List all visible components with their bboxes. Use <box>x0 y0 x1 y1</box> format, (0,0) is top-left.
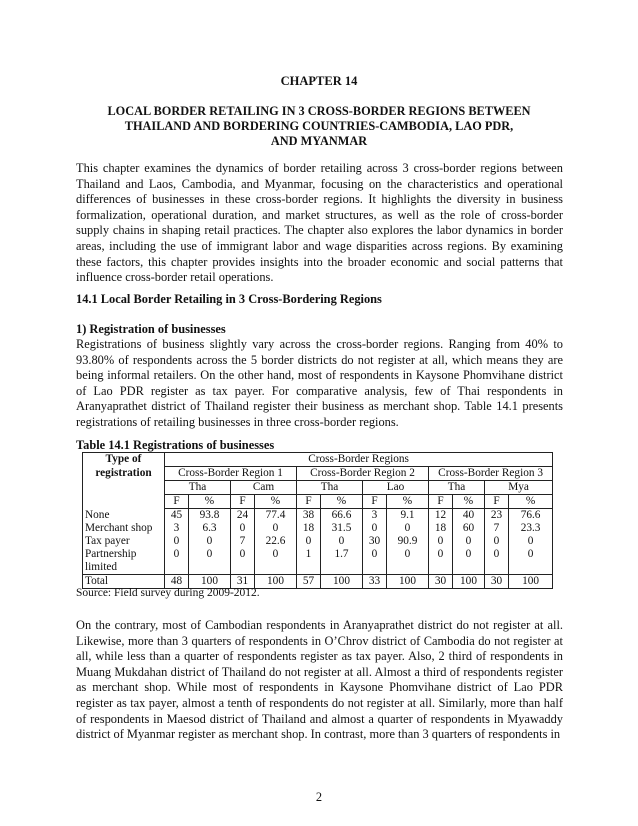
table-cell: 23 <box>485 509 509 523</box>
table-cell: 0 <box>165 535 189 548</box>
registration-paragraph: Registrations of business slightly vary across the cross-border regions. Ranging from 40% to 93.80% of respondents across the 5 border districts do not register at all, which means they are being informal retailers. On the other hand, most of respondents in Kaysone Phomvihane district of Lao PDR register as tax payer. For comparative analysis, few of Thai respondents in Aranyaprathet district of Thailand register their business as merchant shop. Table 14.1 presents registrations of retailing businesses in three cross-border regions. <box>76 337 563 429</box>
table-cell: 24 <box>231 509 255 523</box>
table-row <box>83 509 553 523</box>
table-cell: 77.4 <box>255 509 297 523</box>
table-cell: 0 <box>321 535 363 548</box>
table-cell: 12 <box>429 509 453 523</box>
intro-paragraph: This chapter examines the dynamics of border retailing across 3 cross-border regions between Thailand and Laos, Cambodia, and Myanmar, focusing on the characteristics and operational differences of businesses in these cross-border regions. It highlights the diversity in business formalization, operational duration, and market structures, as well as the role of cross-border supply chains in shaping retail practices. The chapter also explores the labor dynamics in border areas, including the use of immigrant labor and wage disparities across regions. By examining these factors, this chapter provides insights into the broader economic and social patterns that influence cross-border retail operations. <box>76 161 563 285</box>
subcolumn-header: % <box>509 495 553 509</box>
table-cell: 0 <box>297 535 321 548</box>
table-cell: 100 <box>321 575 363 589</box>
table-cell: 48 <box>165 575 189 589</box>
table-row <box>83 522 553 535</box>
table-cell: 0 <box>363 548 387 575</box>
page-number: 2 <box>315 790 323 804</box>
table-cell: 93.8 <box>189 509 231 523</box>
table-cell: 18 <box>297 522 321 535</box>
table-cell: 38 <box>297 509 321 523</box>
subcolumn-header: % <box>387 495 429 509</box>
chapter-heading: CHAPTER 14 <box>280 74 358 88</box>
table-cell: 60 <box>453 522 485 535</box>
table-cell: 3 <box>363 509 387 523</box>
subcolumn-header: % <box>321 495 363 509</box>
table-caption: Table 14.1 Registrations of businesses <box>76 438 275 452</box>
table-cell: 0 <box>189 548 231 575</box>
table-cell: 0 <box>509 548 553 575</box>
subcolumn-header: F <box>165 495 189 509</box>
table-cell: 22.6 <box>255 535 297 548</box>
table-cell: 30 <box>485 575 509 589</box>
table-cell: 0 <box>429 535 453 548</box>
table-cell: 66.6 <box>321 509 363 523</box>
subcolumn-header: F <box>297 495 321 509</box>
chapter-title-line: AND MYANMAR <box>270 134 368 148</box>
subcolumn-header: F <box>485 495 509 509</box>
region-header: Cross-Border Region 2 <box>297 467 429 481</box>
contrary-paragraph: On the contrary, most of Cambodian respondents in Aranyaprathet district do not register at all. Likewise, more than 3 quarters of respondents in O’Chrov district of Cambodia do not register at all, while less than a quarter of respondents register as tax payer. Also, 2 third of respondents in Muang Mukdahan district of Thailand do not register at all. Almost a third of respondents register as merchant shop. While most of respondents in Kaysone Phomvihane district of Lao PDR register as tax payer, almost a tenth of respondents do not register at all. Similarly, more than half of respondents in Maesod district of Thailand and almost a quarter of respondents in Myawaddy district of Myanmar register as merchant shop. In contrast, more than 3 quarters of respondents in <box>76 618 563 742</box>
table-cell: 100 <box>189 575 231 589</box>
table-cell: 0 <box>429 548 453 575</box>
subcolumn-header: F <box>429 495 453 509</box>
table-cell: 0 <box>387 548 429 575</box>
registrations-table <box>82 452 553 589</box>
table-cell: 100 <box>509 575 553 589</box>
table-cell: 0 <box>189 535 231 548</box>
table-cell: 0 <box>453 535 485 548</box>
table-cell: 23.3 <box>509 522 553 535</box>
table-cell: 0 <box>453 548 485 575</box>
table-cell: 9.1 <box>387 509 429 523</box>
country-header: Tha <box>429 481 485 495</box>
table-cell: 100 <box>387 575 429 589</box>
type-header: Type of <box>83 453 165 467</box>
row-label: None <box>83 509 165 523</box>
country-header: Tha <box>297 481 363 495</box>
chapter-title <box>70 104 568 149</box>
table-cell: 1 <box>297 548 321 575</box>
table-cell: 30 <box>429 575 453 589</box>
table-cell: 3 <box>165 522 189 535</box>
chapter-title-line: LOCAL BORDER RETAILING IN 3 CROSS-BORDER REGIONS BETWEEN <box>107 104 531 118</box>
table-cell: 0 <box>485 535 509 548</box>
row-label <box>83 548 165 575</box>
row-label: Merchant shop <box>83 522 165 535</box>
table-cell: 100 <box>255 575 297 589</box>
country-header: Lao <box>363 481 429 495</box>
table-cell: 0 <box>165 548 189 575</box>
table-cell: 0 <box>387 522 429 535</box>
table-cell: 40 <box>453 509 485 523</box>
row-label-line: Partnership <box>85 548 137 560</box>
country-header: Cam <box>231 481 297 495</box>
table-cell: 0 <box>485 548 509 575</box>
subsection-heading: 1) Registration of businesses <box>76 322 226 336</box>
row-label: Tax payer <box>83 535 165 548</box>
table-cell: 0 <box>231 522 255 535</box>
table-row <box>83 535 553 548</box>
table-cell: 90.9 <box>387 535 429 548</box>
row-label-line: limited <box>85 561 118 573</box>
chapter-title-line: THAILAND AND BORDERING COUNTRIES-CAMBODIA, LAO PDR, <box>124 119 514 133</box>
subcolumn-header: F <box>363 495 387 509</box>
subcolumn-header: % <box>453 495 485 509</box>
table-cell: 31.5 <box>321 522 363 535</box>
table-cell: 7 <box>231 535 255 548</box>
table-cell: 45 <box>165 509 189 523</box>
table-cell: 57 <box>297 575 321 589</box>
row-label: Total <box>83 575 165 589</box>
region-header: Cross-Border Region 1 <box>165 467 297 481</box>
country-header: Tha <box>165 481 231 495</box>
table-cell: 0 <box>255 548 297 575</box>
table-cell: 7 <box>485 522 509 535</box>
table-row <box>83 548 553 575</box>
type-header: registration <box>83 467 165 509</box>
country-header: Mya <box>485 481 553 495</box>
table-cell: 76.6 <box>509 509 553 523</box>
table-cell: 33 <box>363 575 387 589</box>
table-cell: 31 <box>231 575 255 589</box>
table-cell: 0 <box>363 522 387 535</box>
region-header: Cross-Border Region 3 <box>429 467 553 481</box>
table-cell: 0 <box>255 522 297 535</box>
cross-border-regions-header: Cross-Border Regions <box>165 453 553 467</box>
section-heading: 14.1 Local Border Retailing in 3 Cross-Bordering Regions <box>76 292 382 306</box>
table-source: Source: Field survey during 2009-2012. <box>76 587 260 599</box>
table-cell: 18 <box>429 522 453 535</box>
table-cell: 6.3 <box>189 522 231 535</box>
table-cell: 0 <box>509 535 553 548</box>
table-cell: 100 <box>453 575 485 589</box>
table-cell: 1.7 <box>321 548 363 575</box>
subcolumn-header: % <box>189 495 231 509</box>
table-cell: 30 <box>363 535 387 548</box>
subcolumn-header: F <box>231 495 255 509</box>
table-cell: 0 <box>231 548 255 575</box>
subcolumn-header: % <box>255 495 297 509</box>
